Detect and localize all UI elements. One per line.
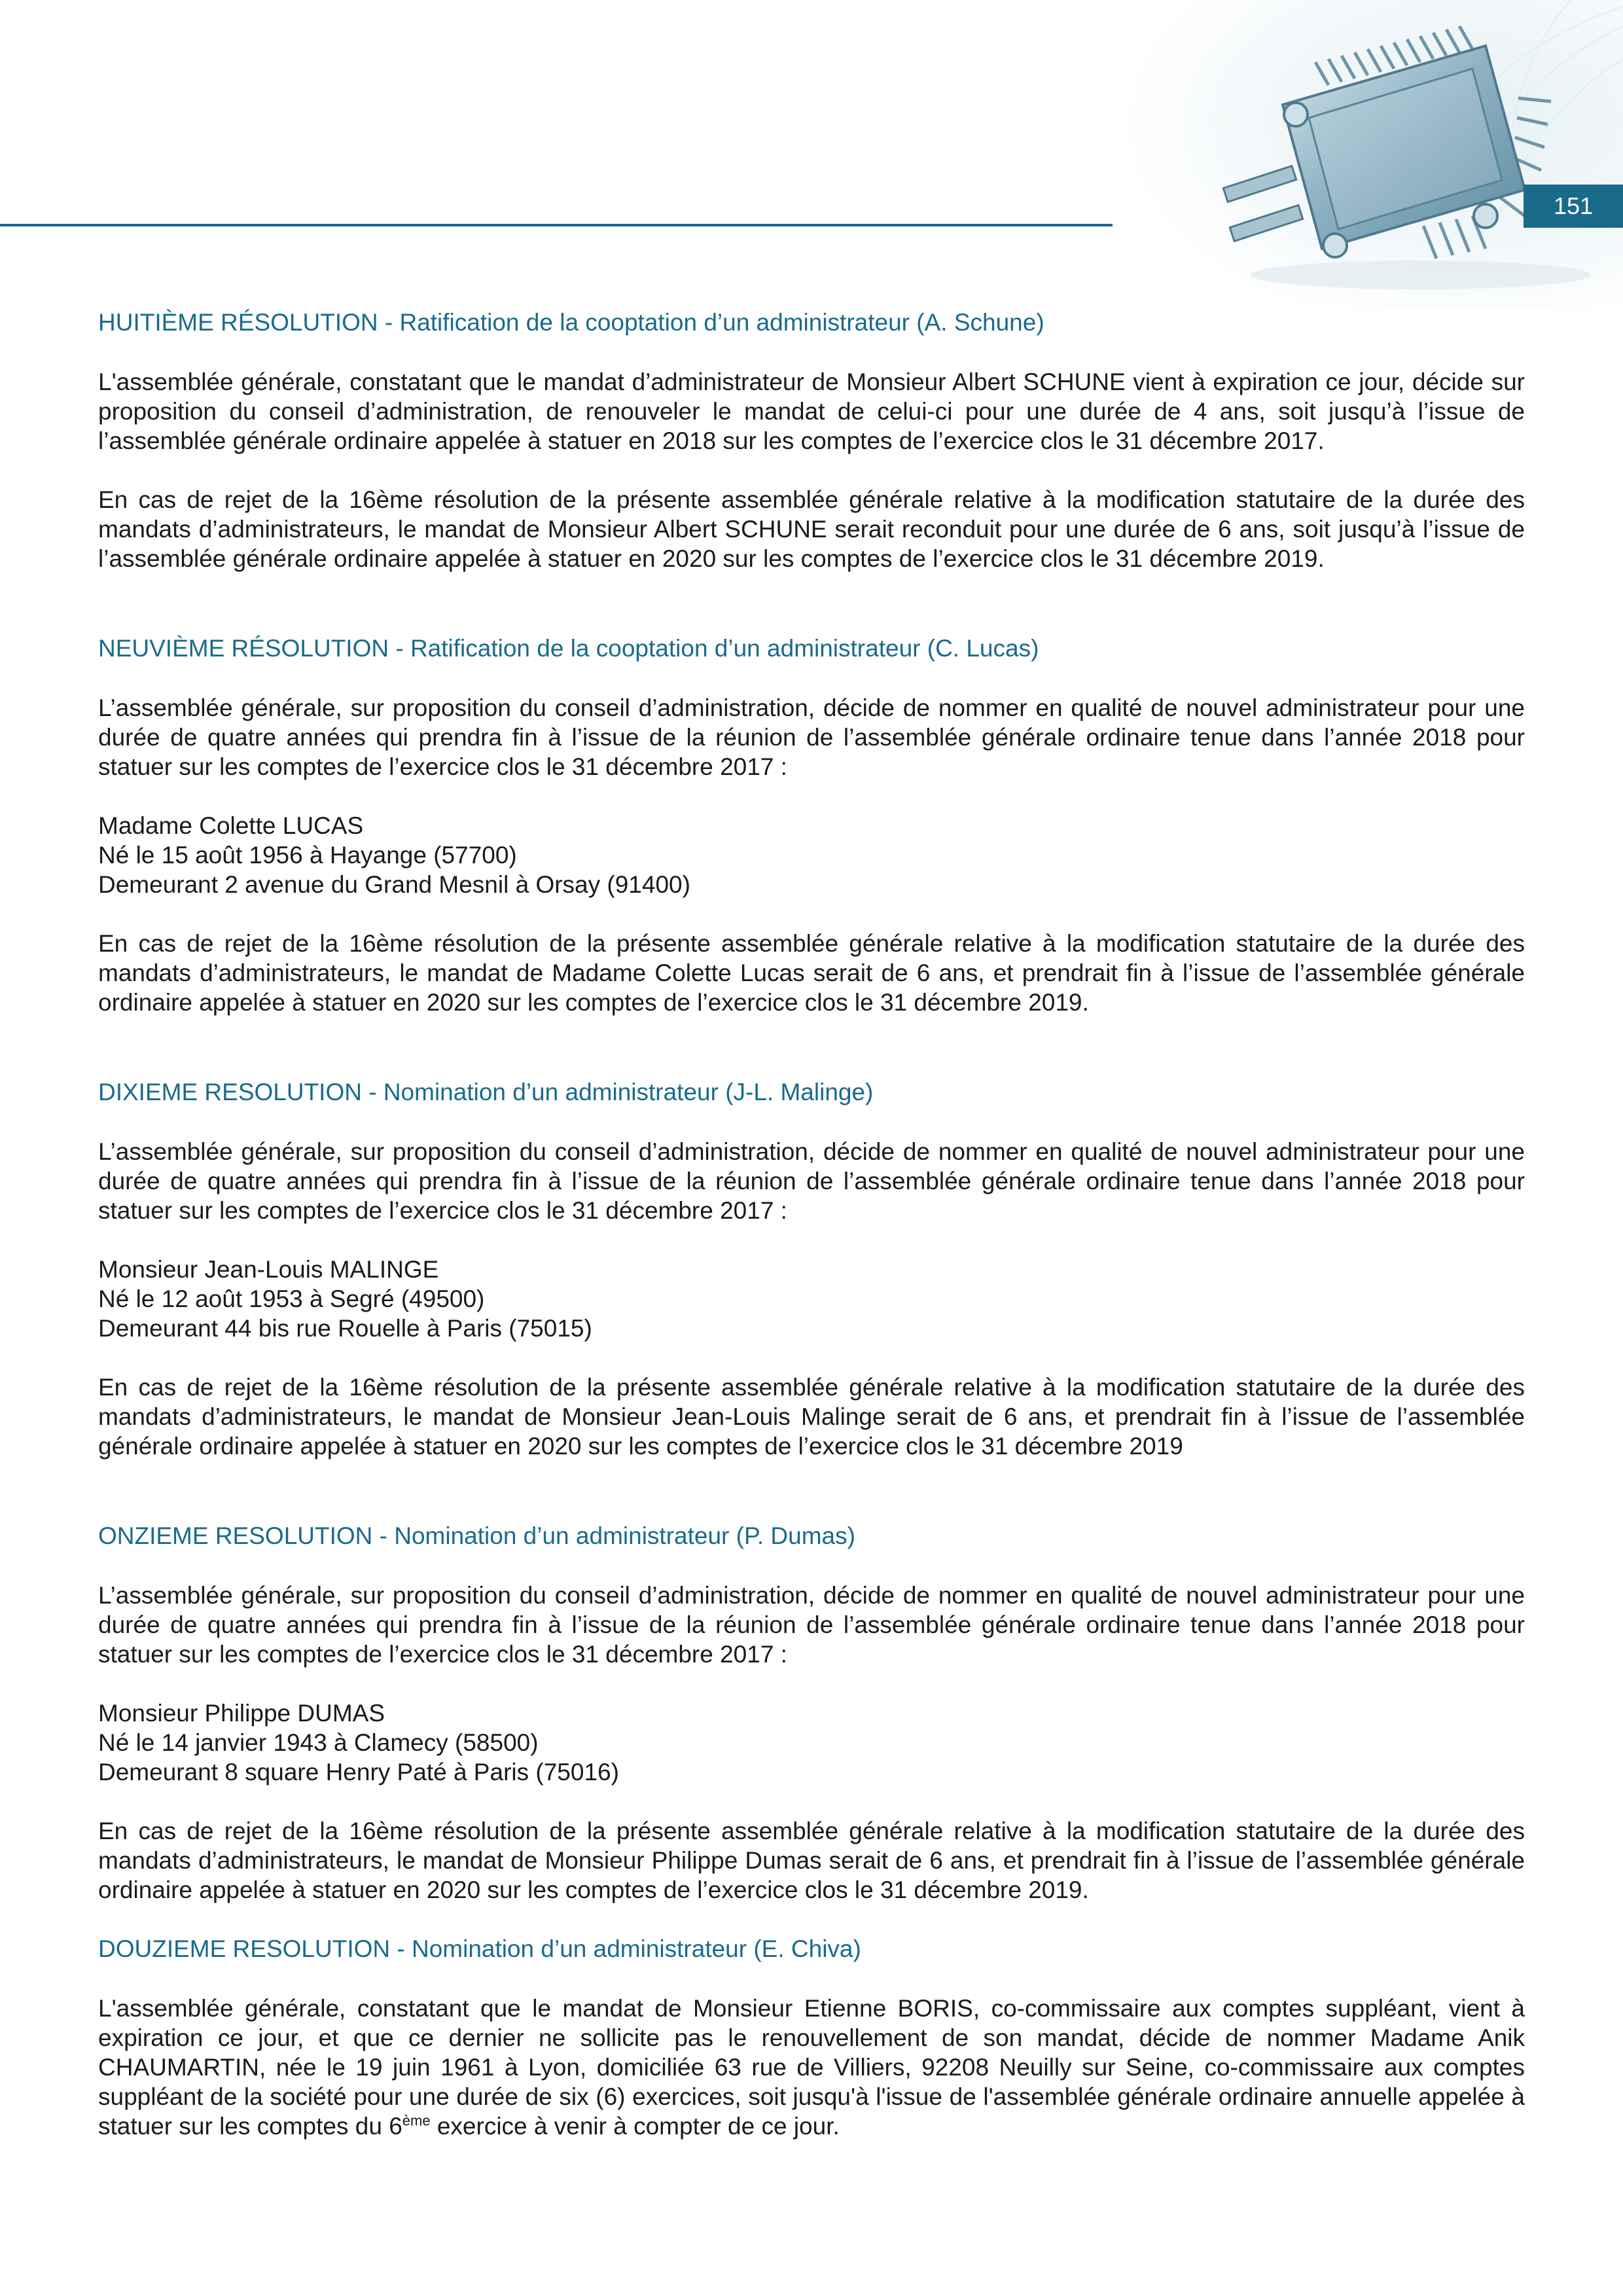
resolution-9	[98, 634, 1525, 1017]
nominee-address: Demeurant 44 bis rue Rouelle à Paris (75015)	[98, 1315, 592, 1342]
resolution-8	[98, 308, 1525, 573]
electronic-component-icon	[1119, 0, 1623, 308]
nominee-block	[98, 811, 1525, 899]
resolution-paragraph: En cas de rejet de la 16ème résolution de la présente assemblée générale relative à la modification statutaire de la durée des mandats d’administrateurs, le mandat de Monsieur Philippe Dumas serait de 6 ans, et prendrait fin à l’issue de l’assemblée générale ordinaire appelée à statuer en 2020 sur les comptes de l’exercice clos le 31 décembre 2019.	[98, 1818, 1525, 1903]
page-number: 151	[1524, 185, 1623, 228]
resolution-paragraph: L’assemblée générale, sur proposition du conseil d’administration, décide de nommer en qualité de nouvel administrateur pour une durée de quatre années qui prendra fin à l’issue de la réunion de l’assemblée générale ordinaire tenue dans l’année 2018 pour statuer sur les comptes de l’exercice clos le 31 décembre 2017 :	[98, 1138, 1525, 1224]
resolution-title: DOUZIEME RESOLUTION - Nomination d’un administrateur (E. Chiva)	[98, 1935, 861, 1962]
nominee-birth: Né le 12 août 1953 à Segré (49500)	[98, 1285, 485, 1312]
nominee-birth: Né le 14 janvier 1943 à Clamecy (58500)	[98, 1729, 539, 1756]
nominee-name: Monsieur Philippe DUMAS	[98, 1700, 385, 1727]
nominee-name: Monsieur Jean-Louis MALINGE	[98, 1256, 439, 1283]
nominee-name: Madame Colette LUCAS	[98, 812, 364, 839]
resolution-11	[98, 1521, 1525, 1905]
nominee-birth: Né le 15 août 1956 à Hayange (57700)	[98, 842, 517, 869]
resolution-paragraph: L’assemblée générale, sur proposition du conseil d’administration, décide de nommer en qualité de nouvel administrateur pour une durée de quatre années qui prendra fin à l’issue de la réunion de l’assemblée générale ordinaire tenue dans l’année 2018 pour statuer sur les comptes de l’exercice clos le 31 décembre 2017 :	[98, 694, 1525, 780]
resolution-paragraph	[98, 1994, 1525, 2141]
nominee-block	[98, 1255, 1525, 1343]
document-body	[98, 308, 1525, 2141]
resolution-title: DIXIEME RESOLUTION - Nomination d’un administrateur (J-L. Malinge)	[98, 1079, 874, 1105]
resolution-12	[98, 1934, 1525, 2141]
resolution-title: ONZIEME RESOLUTION - Nomination d’un administrateur (P. Dumas)	[98, 1522, 855, 1549]
nominee-block	[98, 1698, 1525, 1787]
resolution-paragraph: En cas de rejet de la 16ème résolution de la présente assemblée générale relative à la modification statutaire de la durée des mandats d’administrateurs, le mandat de Monsieur Albert SCHUNE serait reconduit pour une durée de 6 ans, soit jusqu’à l’issue de l’assemblée générale ordinaire appelée à statuer en 2020 sur les comptes de l’exercice clos le 31 décembre 2019.	[98, 486, 1525, 572]
resolution-10	[98, 1077, 1525, 1461]
header-illustration	[1119, 0, 1623, 308]
paragraph-text: L'assemblée générale, constatant que le mandat de Monsieur Etienne BORIS, co-commissaire aux comptes suppléant, vient à expiration ce jour, et que ce dernier ne sollicite pas le renouvellement de son mandat, décide de nommer Madame Anik CHAUMARTIN, née le 19 juin 1961 à Lyon, domiciliée 63 rue de Villiers, 92208 Neuilly sur Seine, co-commissaire aux comptes suppléant de la société pour une durée de six (6) exercices, soit jusqu'à l'issue de l'assemblée générale ordinaire annuelle appelée à statuer sur les comptes du 6	[98, 1995, 1525, 2140]
paragraph-text: exercice à venir à compter de ce jour.	[430, 2113, 840, 2140]
resolution-paragraph: L'assemblée générale, constatant que le mandat d’administrateur de Monsieur Albert SCHUNE vient à expiration ce jour, décide sur proposition du conseil d’administration, de renouveler le mandat de celui-ci pour une durée de 4 ans, soit jusqu’à l’issue de l’assemblée générale ordinaire appelée à statuer en 2018 sur les comptes de l’exercice clos le 31 décembre 2017.	[98, 368, 1525, 454]
nominee-address: Demeurant 2 avenue du Grand Mesnil à Orsay (91400)	[98, 871, 690, 898]
ordinal-superscript: ème	[402, 2112, 431, 2129]
resolution-paragraph: En cas de rejet de la 16ème résolution de la présente assemblée générale relative à la modification statutaire de la durée des mandats d’administrateurs, le mandat de Madame Colette Lucas serait de 6 ans, et prendrait fin à l’issue de l’assemblée générale ordinaire appelée à statuer en 2020 sur les comptes de l’exercice clos le 31 décembre 2019.	[98, 930, 1525, 1016]
resolution-paragraph: En cas de rejet de la 16ème résolution de la présente assemblée générale relative à la modification statutaire de la durée des mandats d’administrateurs, le mandat de Monsieur Jean-Louis Malinge serait de 6 ans, et prendrait fin à l’issue de l’assemblée générale ordinaire appelée à statuer en 2020 sur les comptes de l’exercice clos le 31 décembre 2019	[98, 1374, 1525, 1460]
resolution-title: NEUVIÈME RÉSOLUTION - Ratification de la cooptation d’un administrateur (C. Lucas)	[98, 635, 1039, 662]
header-rule	[0, 224, 1113, 226]
resolution-paragraph: L’assemblée générale, sur proposition du conseil d’administration, décide de nommer en qualité de nouvel administrateur pour une durée de quatre années qui prendra fin à l’issue de la réunion de l’assemblée générale ordinaire tenue dans l’année 2018 pour statuer sur les comptes de l’exercice clos le 31 décembre 2017 :	[98, 1582, 1525, 1668]
nominee-address: Demeurant 8 square Henry Paté à Paris (75016)	[98, 1759, 619, 1785]
resolution-title: HUITIÈME RÉSOLUTION - Ratification de la cooptation d’un administrateur (A. Schune)	[98, 309, 1044, 336]
